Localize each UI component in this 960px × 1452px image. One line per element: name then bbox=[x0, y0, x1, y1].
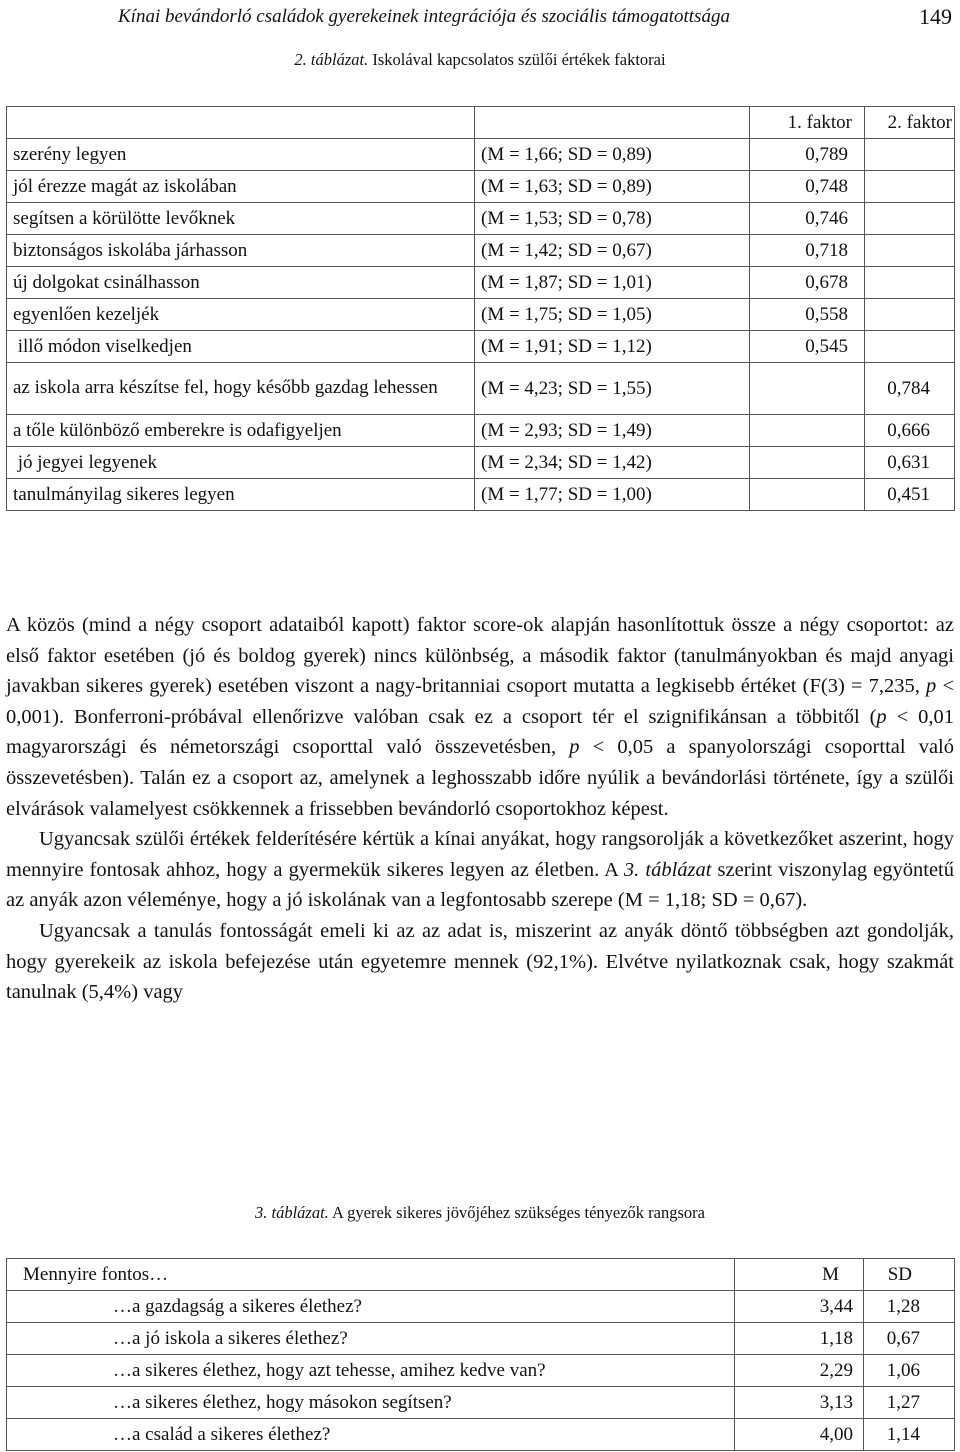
question: …a jó iskola a sikeres élethez? bbox=[7, 1323, 735, 1355]
stats: (M = 1,53; SD = 0,78) bbox=[475, 203, 750, 235]
table3-caption-text: A gyerek sikeres jövőjéhez szükséges tényezők rangsora bbox=[328, 1203, 705, 1222]
table-row bbox=[7, 479, 955, 511]
f2 bbox=[865, 203, 955, 235]
stats: (M = 1,87; SD = 1,01) bbox=[475, 267, 750, 299]
f1: 0,545 bbox=[750, 331, 865, 363]
table2-caption bbox=[0, 50, 960, 70]
question: …a sikeres élethez, hogy másokon segítsen? bbox=[7, 1387, 735, 1419]
table-header-row bbox=[7, 1259, 955, 1291]
f1: 0,718 bbox=[750, 235, 865, 267]
table2-caption-label: 2. táblázat. bbox=[294, 50, 369, 69]
f1: 0,558 bbox=[750, 299, 865, 331]
mean: 3,44 bbox=[735, 1291, 864, 1323]
table-header-row bbox=[7, 107, 955, 139]
col-factor1: 1. faktor bbox=[750, 107, 865, 139]
f2 bbox=[865, 171, 955, 203]
mean: 2,29 bbox=[735, 1355, 864, 1387]
stats: (M = 1,75; SD = 1,05) bbox=[475, 299, 750, 331]
table-row bbox=[7, 1419, 955, 1451]
table3-caption-label: 3. táblázat. bbox=[255, 1203, 329, 1222]
stats: (M = 1,42; SD = 0,67) bbox=[475, 235, 750, 267]
f1: 0,748 bbox=[750, 171, 865, 203]
col-sd: SD bbox=[864, 1259, 955, 1291]
f2 bbox=[865, 235, 955, 267]
stats: (M = 1,63; SD = 0,89) bbox=[475, 171, 750, 203]
paragraph-3: Ugyancsak a tanulás fontosságát emeli ki az az adat is, miszerint az anyák döntő többségben azt gondolják, hogy gyerekeik az iskola befejezése után egyetemre mennek (92,1%). Elvétve nyilatkoznak csak, hogy szakmát tanulnak (5,4%) vagy bbox=[6, 919, 954, 1004]
table-row bbox=[7, 447, 955, 479]
item: segítsen a körülötte levőknek bbox=[7, 203, 475, 235]
stats: (M = 1,91; SD = 1,12) bbox=[475, 331, 750, 363]
table3-reference: 3. táblázat bbox=[623, 858, 712, 881]
f2 bbox=[865, 299, 955, 331]
question: …a gazdagság a sikeres élethez? bbox=[7, 1291, 735, 1323]
stats: (M = 4,23; SD = 1,55) bbox=[475, 363, 750, 415]
item: illő módon viselkedjen bbox=[7, 331, 475, 363]
f2 bbox=[865, 267, 955, 299]
item: biztonságos iskolába járhasson bbox=[7, 235, 475, 267]
mean: 3,13 bbox=[735, 1387, 864, 1419]
stats: (M = 1,66; SD = 0,89) bbox=[475, 139, 750, 171]
col-question: Mennyire fontos… bbox=[7, 1259, 735, 1291]
sd: 1,27 bbox=[864, 1387, 955, 1419]
sd: 1,28 bbox=[864, 1291, 955, 1323]
table-row bbox=[7, 1355, 955, 1387]
table-row bbox=[7, 1323, 955, 1355]
item: az iskola arra készítse fel, hogy később gazdag lehessen bbox=[7, 363, 475, 415]
f2: 0,631 bbox=[865, 447, 955, 479]
mean: 1,18 bbox=[735, 1323, 864, 1355]
table-row bbox=[7, 267, 955, 299]
item: jól érezze magát az iskolában bbox=[7, 171, 475, 203]
table-row bbox=[7, 1387, 955, 1419]
running-title: Kínai bevándorló családok gyerekeinek integrációja és szociális támogatottsága bbox=[118, 6, 730, 27]
f2 bbox=[865, 331, 955, 363]
table2-caption-text: Iskolával kapcsolatos szülői értékek faktorai bbox=[368, 50, 666, 69]
f2: 0,784 bbox=[865, 363, 955, 415]
f1 bbox=[750, 447, 865, 479]
table-row bbox=[7, 235, 955, 267]
f1: 0,746 bbox=[750, 203, 865, 235]
table3-caption bbox=[0, 1203, 960, 1223]
f2: 0,451 bbox=[865, 479, 955, 511]
f2 bbox=[865, 139, 955, 171]
col-m: M bbox=[735, 1259, 864, 1291]
question: …a sikeres élethez, hogy azt tehesse, amihez kedve van? bbox=[7, 1355, 735, 1387]
table-row bbox=[7, 139, 955, 171]
f1 bbox=[750, 415, 865, 447]
f1: 0,678 bbox=[750, 267, 865, 299]
f1 bbox=[750, 479, 865, 511]
table-row bbox=[7, 415, 955, 447]
table-row bbox=[7, 1291, 955, 1323]
factor-table bbox=[6, 106, 955, 511]
table-row bbox=[7, 299, 955, 331]
item: új dolgokat csinálhasson bbox=[7, 267, 475, 299]
body-text bbox=[6, 610, 954, 1008]
question: …a család a sikeres élethez? bbox=[7, 1419, 735, 1451]
page-number: 149 bbox=[919, 4, 952, 29]
item: egyenlően kezeljék bbox=[7, 299, 475, 331]
ranking-table bbox=[6, 1258, 955, 1451]
item: jó jegyei legyenek bbox=[7, 447, 475, 479]
col-factor2: 2. faktor bbox=[865, 107, 955, 139]
mean: 4,00 bbox=[735, 1419, 864, 1451]
table-row bbox=[7, 363, 955, 415]
sd: 1,06 bbox=[864, 1355, 955, 1387]
table-row bbox=[7, 203, 955, 235]
f1: 0,789 bbox=[750, 139, 865, 171]
item: tanulmányilag sikeres legyen bbox=[7, 479, 475, 511]
item: a tőle különböző emberekre is odafigyeljen bbox=[7, 415, 475, 447]
sd: 1,14 bbox=[864, 1419, 955, 1451]
table-row bbox=[7, 171, 955, 203]
sd: 0,67 bbox=[864, 1323, 955, 1355]
stats: (M = 2,93; SD = 1,49) bbox=[475, 415, 750, 447]
f1 bbox=[750, 363, 865, 415]
item: szerény legyen bbox=[7, 139, 475, 171]
paragraph-2: Ugyancsak szülői értékek felderítésére kértük a kínai anyákat, hogy rangsorolják a következőket aszerint, hogy mennyire fontosak ahhoz, hogy a gyermekük sikeres legyen az életben. A 3. táblázat szerint viszonylag egyöntetű az anyák azon véleménye, hogy a jó iskolának van a legfontosabb szerepe (M = 1,18; SD = 0,67). bbox=[6, 828, 954, 912]
table-row bbox=[7, 331, 955, 363]
stats: (M = 1,77; SD = 1,00) bbox=[475, 479, 750, 511]
stats: (M = 2,34; SD = 1,42) bbox=[475, 447, 750, 479]
page-header bbox=[0, 4, 960, 34]
paragraph-1: A közös (mind a négy csoport adataiból kapott) faktor score-ok alapján hasonlítottuk össze a négy csoportot: az első faktor esetében (jó és boldog gyerek) nincs különbség, a második faktor (tanulmányokban és majd anyagi javakban sikeres gyerek) esetében viszont a nagy-britanniai csoport mutatta a legkisebb értéket (F(3) = 7,235, p < 0,001). Bonferroni-próbával ellenőrizve valóban csak ez a csoport tér el szignifikánsan a többitől (p < 0,01 magyarországi és németországi csoporttal való összevetésben, p < 0,05 a spanyolországi csoporttal való összevetésben). Talán ez a csoport az, amelynek a leghosszabb időre nyúlik a bevándorlási története, így a szülői elvárások valamelyest csökkennek a frissebben bevándorló csoportokhoz képest. bbox=[6, 614, 955, 820]
f2: 0,666 bbox=[865, 415, 955, 447]
